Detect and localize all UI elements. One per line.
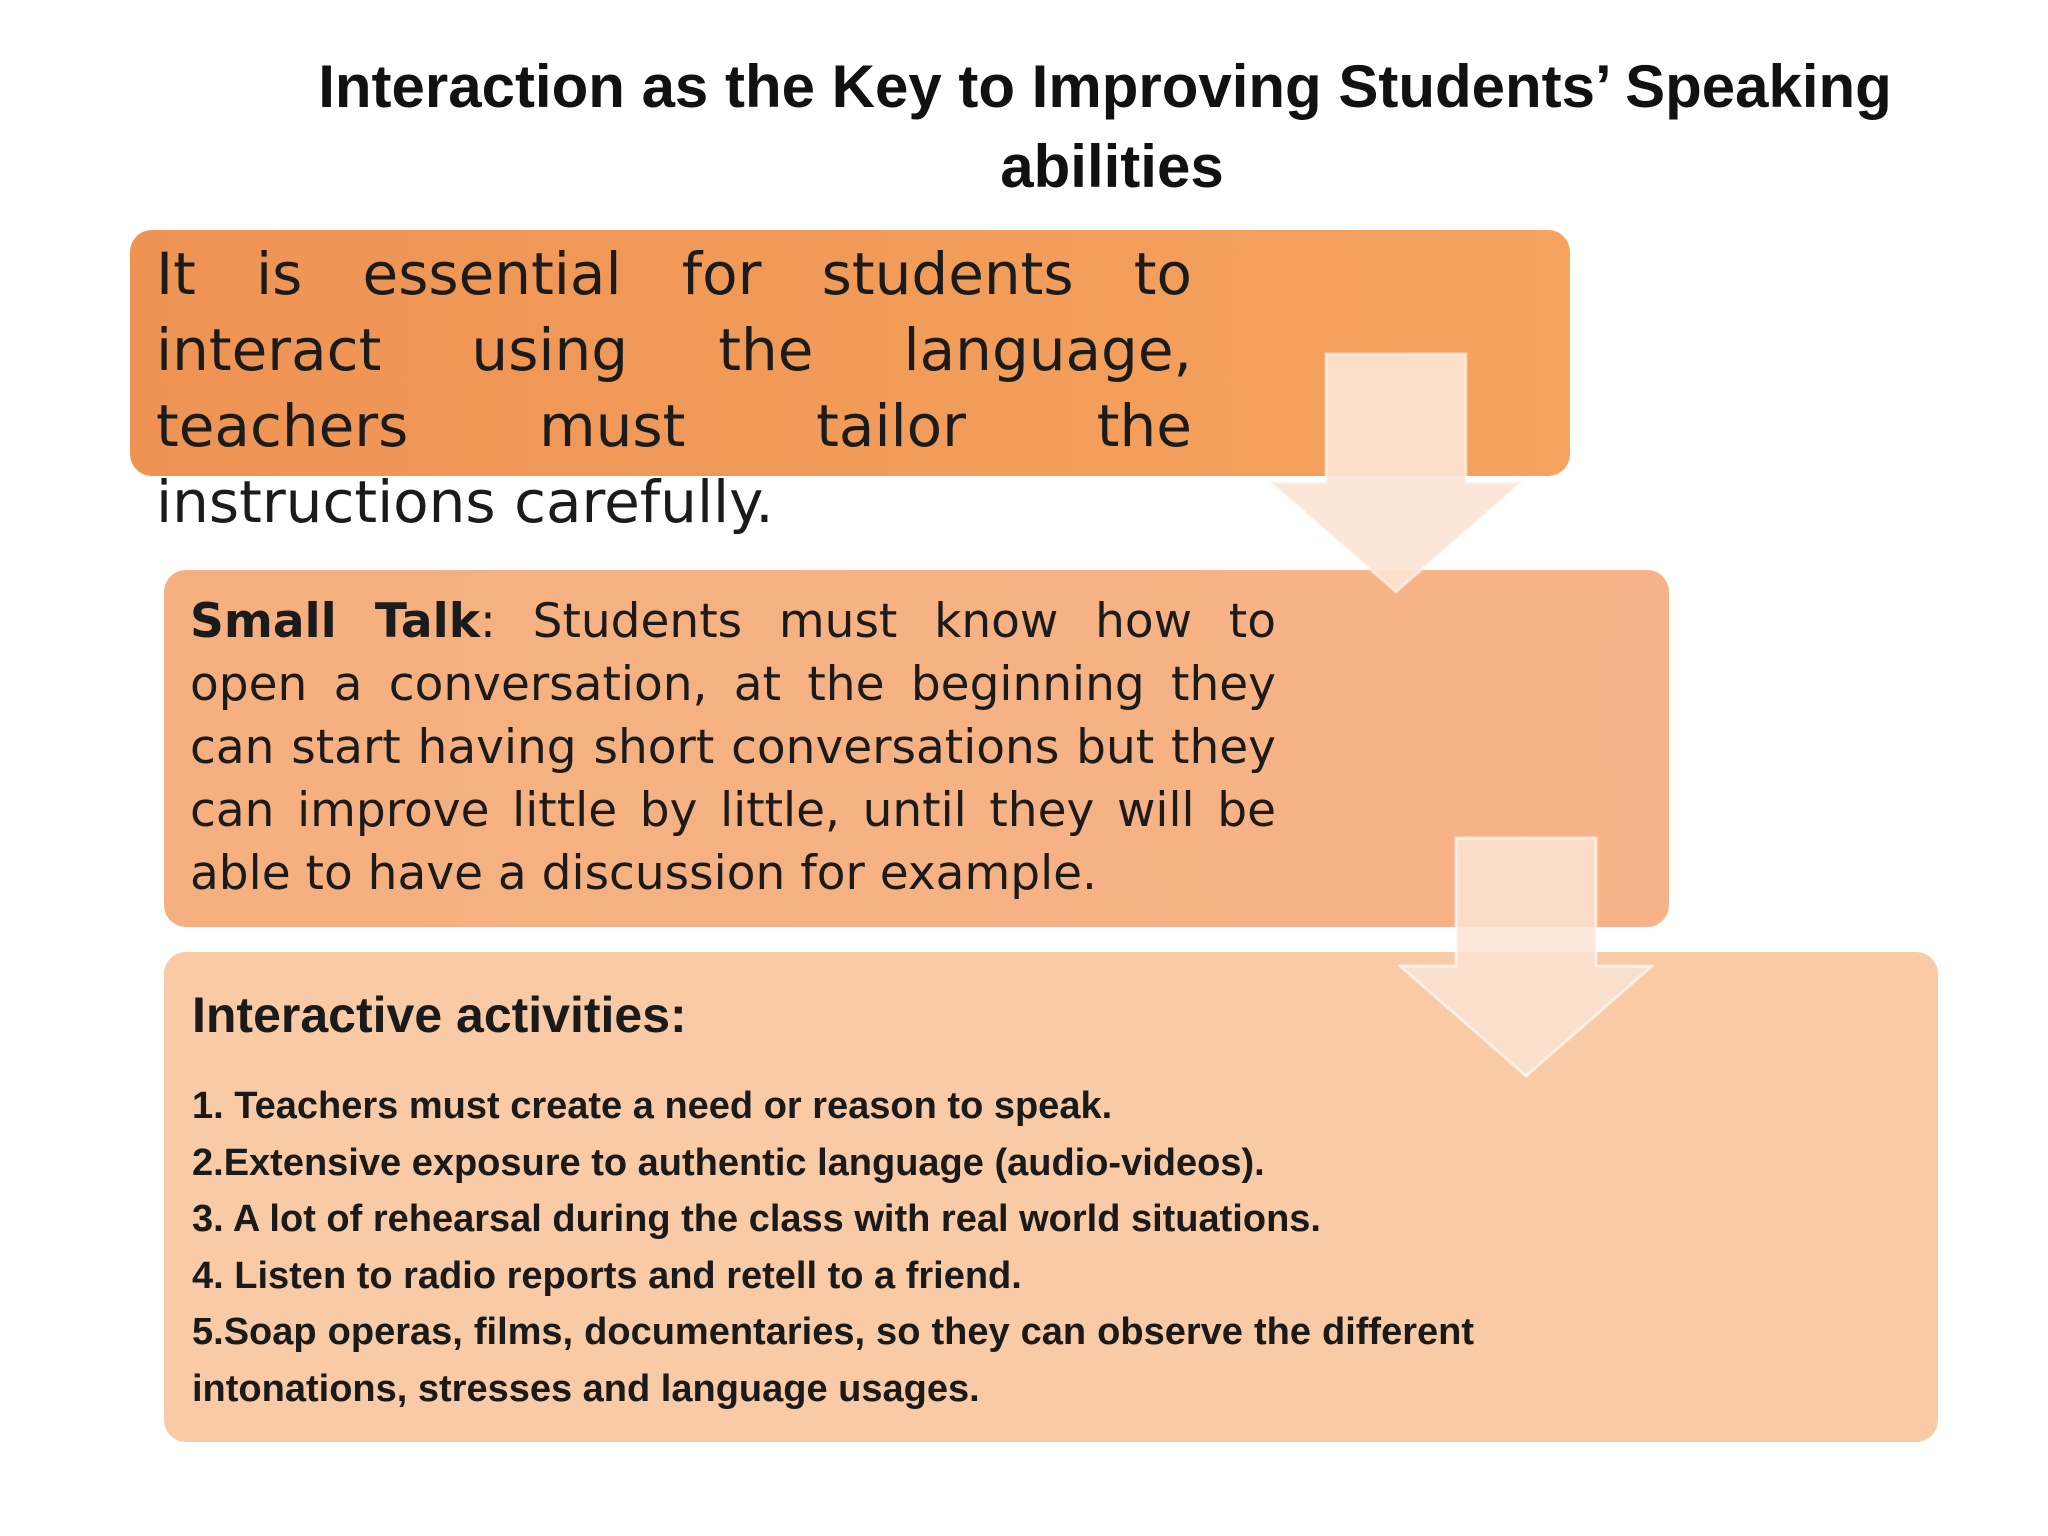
slide-title-line-1: Interaction as the Key to Improving Students’ Speaking [318,53,1892,120]
activities-list [192,1078,1474,1417]
list-item: 3. A lot of rehearsal during the class with real world situations. [192,1198,1321,1240]
list-item: 4. Listen to radio reports and retell to a friend. [192,1254,1022,1297]
down-arrow-1-shape [1270,354,1522,592]
box3-heading: Interactive activities: [192,987,687,1043]
box1-text: It is essential for students to interact using the language, teachers must tailor the instructions carefully. [156,240,1192,536]
down-arrow-2-shape [1400,838,1652,1076]
list-item: 1. Teachers must create a need or reason to speak. [192,1085,1113,1127]
down-arrow-1 [1268,352,1524,596]
box2-heading: Small Talk [190,594,481,649]
slide-title-line-2: abilities [1000,133,1224,200]
list-item: 2.Extensive exposure to authentic language (audio-videos). [192,1141,1265,1184]
down-arrow-2 [1398,836,1654,1080]
list-item: 5.Soap operas, films, documentaries, so they can observe the different intonations, stresses and language usages. [192,1311,1474,1410]
box2-text [190,590,1276,905]
box2-body: : Students must know how to open a conversation, at the beginning they can start having short conversations but they can improve little by little, until they will be able to have a discussion for example. [190,594,1276,901]
